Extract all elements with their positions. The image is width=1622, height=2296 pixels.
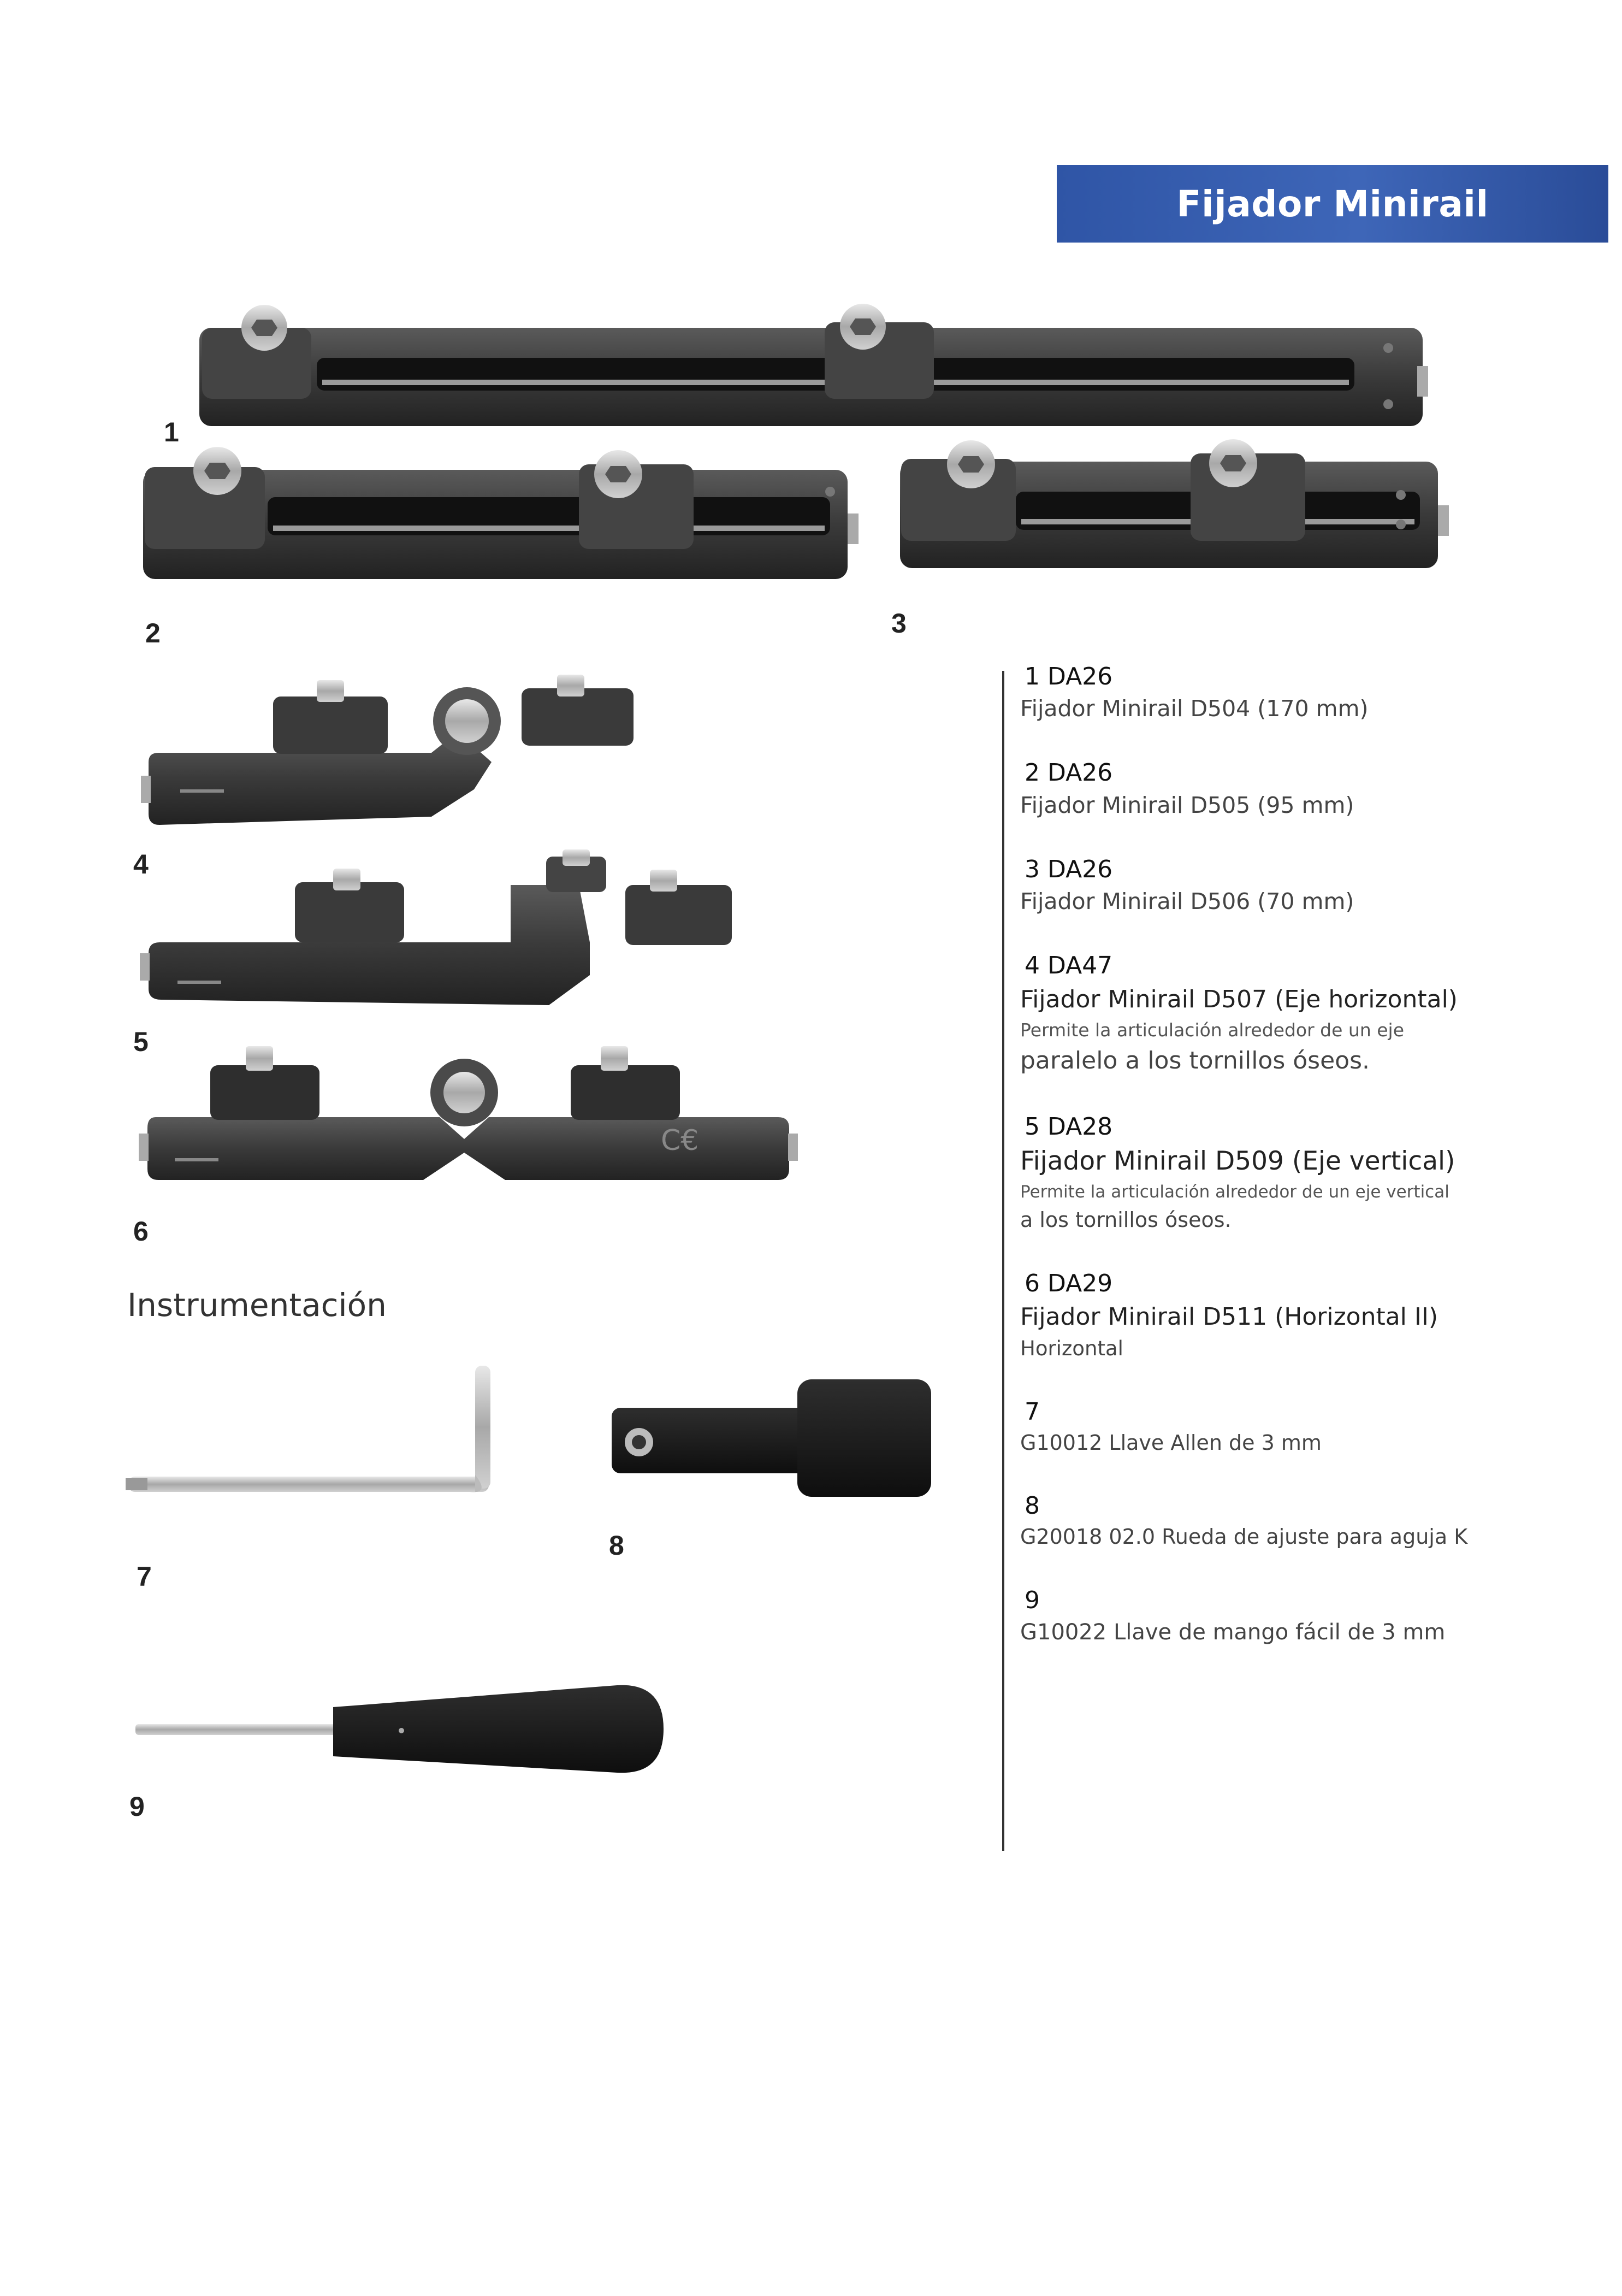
product-code: 7 [1025, 1397, 1040, 1426]
product-item-9 [1020, 1585, 1599, 1646]
rail-d504-image [199, 304, 1428, 426]
page-title: Fijador Minirail [1176, 182, 1489, 225]
product-list [1020, 661, 1599, 1680]
product-item-2 [1020, 757, 1599, 819]
svg-text:C€: C€ [661, 1124, 699, 1157]
product-name: Fijador Minirail D504 (170 mm) [1020, 695, 1369, 722]
easy-handle-wrench-image [135, 1685, 664, 1773]
product-code: 8 [1025, 1492, 1040, 1520]
column-divider [1002, 671, 1004, 1851]
figure-number-2: 2 [145, 618, 161, 648]
product-item-3 [1020, 854, 1599, 916]
product-item-1 [1020, 661, 1599, 723]
product-code: 5 DA28 [1025, 1112, 1113, 1141]
product-name: G10022 Llave de mango fácil de 3 mm [1020, 1619, 1446, 1645]
product-description: Permite la articulación alrededor de un eje [1020, 1019, 1405, 1041]
figure-number-1: 1 [164, 417, 179, 447]
rail-d506-image [900, 439, 1449, 568]
product-description-continued: a los tornillos óseos. [1020, 1207, 1232, 1232]
product-item-8 [1020, 1490, 1599, 1551]
product-item-4 [1020, 950, 1599, 1077]
figure-number-7: 7 [137, 1561, 152, 1592]
allen-key-image [126, 1366, 490, 1492]
figure-number-5: 5 [133, 1026, 149, 1057]
product-item-6 [1020, 1268, 1599, 1362]
fixator-d507-image [141, 675, 634, 825]
product-name: Fijador Minirail D509 (Eje vertical) [1020, 1146, 1455, 1176]
product-code: 9 [1025, 1586, 1040, 1614]
product-name: G20018 02.0 Rueda de ajuste para aguja K [1020, 1525, 1468, 1549]
instrumentation-heading: Instrumentación [127, 1286, 387, 1324]
product-name: Fijador Minirail D511 (Horizontal II) [1020, 1303, 1439, 1331]
adjustment-wheel-image [612, 1379, 931, 1497]
product-description: Permite la articulación alrededor de un eje vertical [1020, 1182, 1449, 1202]
fixator-d509-image [140, 849, 732, 1005]
rail-d505-image [143, 447, 859, 579]
figure-number-3: 3 [891, 608, 907, 639]
product-name: Fijador Minirail D506 (70 mm) [1020, 888, 1354, 915]
product-name: Fijador Minirail D507 (Eje horizontal) [1020, 985, 1458, 1013]
figure-number-9: 9 [129, 1791, 145, 1822]
product-description-continued: paralelo a los tornillos óseos. [1020, 1047, 1370, 1075]
product-item-5 [1020, 1111, 1599, 1234]
figure-number-4: 4 [133, 849, 149, 880]
fixator-d511-image [139, 1046, 798, 1180]
product-item-7 [1020, 1396, 1599, 1457]
product-code: 6 DA29 [1025, 1270, 1113, 1298]
product-code: 3 DA26 [1025, 855, 1113, 883]
product-code: 4 DA47 [1025, 952, 1113, 980]
product-code: 2 DA26 [1025, 759, 1113, 787]
product-name: G10012 Llave Allen de 3 mm [1020, 1430, 1322, 1455]
product-description: Horizontal [1020, 1336, 1123, 1360]
figure-number-8: 8 [609, 1530, 624, 1561]
figure-number-6: 6 [133, 1216, 149, 1247]
product-code: 1 DA26 [1025, 663, 1113, 690]
product-name: Fijador Minirail D505 (95 mm) [1020, 792, 1354, 818]
